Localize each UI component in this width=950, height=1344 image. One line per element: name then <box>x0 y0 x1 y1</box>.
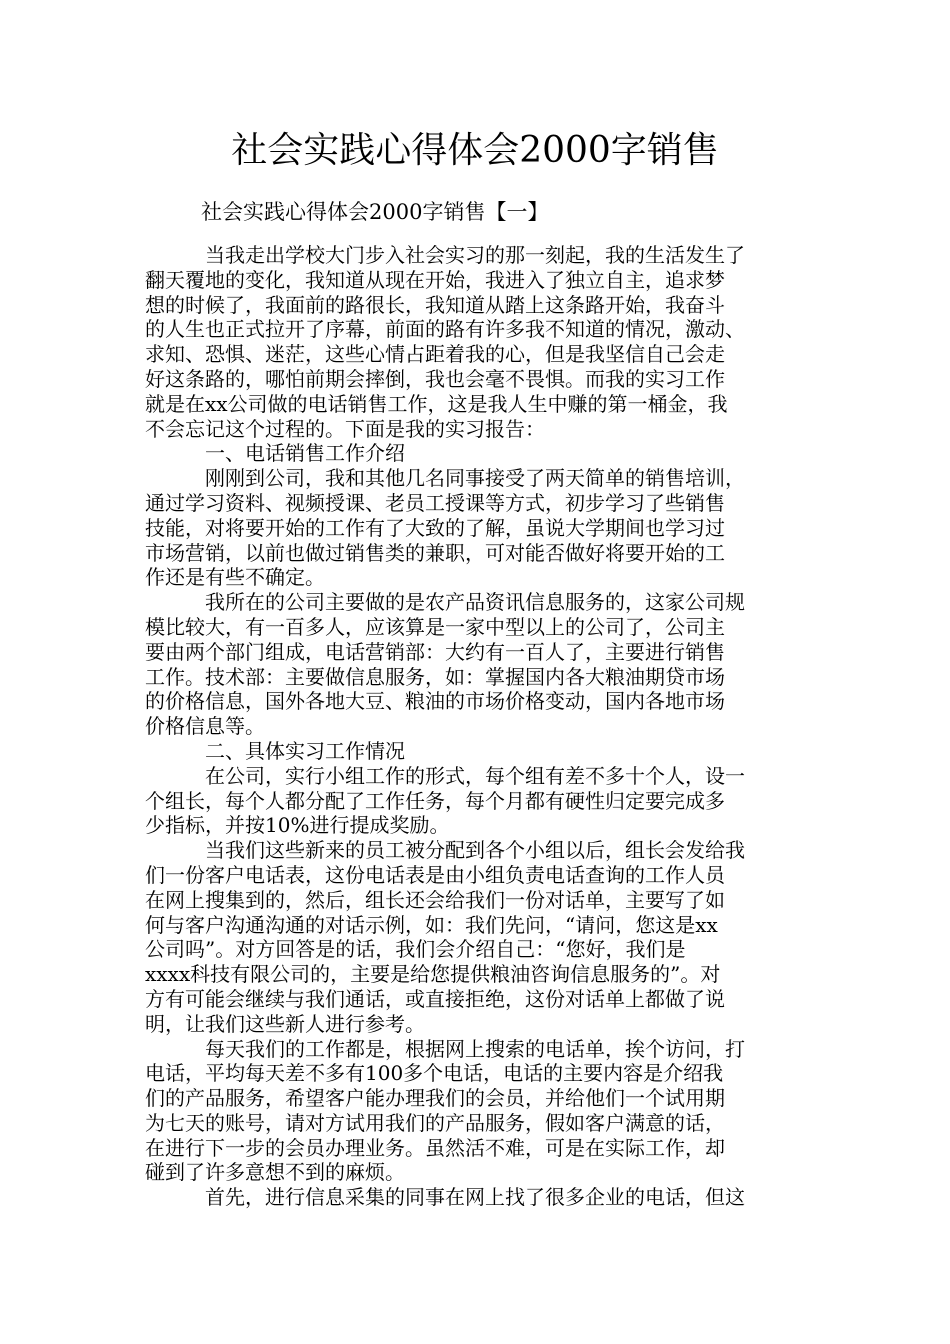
body-line: 的人生也正式拉开了序幕，前面的路有许多我不知道的情况，激动、 <box>145 317 745 342</box>
document-subtitle: 社会实践心得体会2000字销售【一】 <box>201 200 549 224</box>
body-line: 个组长，每个人都分配了工作任务，每个月都有硬性归定要完成多 <box>145 788 725 813</box>
body-line: 们一份客户电话表，这份电话表是由小组负责电话查询的工作人员 <box>145 862 725 887</box>
body-line: 价格信息等。 <box>145 714 265 739</box>
document-body <box>145 243 835 1210</box>
body-line: 方有可能会继续与我们通话，或直接拒绝，这份对话单上都做了说 <box>145 986 725 1011</box>
body-line: 想的时候了，我面前的路很长，我知道从踏上这条路开始，我奋斗 <box>145 292 725 317</box>
body-line: 何与客户沟通沟通的对话示例，如：我们先问，“请问，您这是xx <box>145 912 718 937</box>
body-line: 碰到了许多意想不到的麻烦。 <box>145 1160 405 1185</box>
body-line: 为七天的账号，请对方试用我们的产品服务，假如客户满意的话， <box>145 1110 725 1135</box>
body-line: 作还是有些不确定。 <box>145 565 325 590</box>
body-line: 当我走出学校大门步入社会实习的那一刻起，我的生活发生了 <box>145 243 745 267</box>
body-line: 好这条路的，哪怕前期会摔倒，我也会毫不畏惧。而我的实习工作 <box>145 366 725 391</box>
body-line: 刚刚到公司，我和其他几名同事接受了两天简单的销售培训， <box>145 466 745 491</box>
body-line: 市场营销，以前也做过销售类的兼职，可对能否做好将要开始的工 <box>145 540 725 565</box>
body-line: 通过学习资料、视频授课、老员工授课等方式，初步学习了些销售 <box>145 490 725 515</box>
body-line: 二、具体实习工作情况 <box>145 738 405 763</box>
body-line: 在进行下一步的会员办理业务。虽然活不难，可是在实际工作，却 <box>145 1135 725 1160</box>
body-line: 首先，进行信息采集的同事在网上找了很多企业的电话，但这 <box>145 1185 745 1210</box>
body-line: 我所在的公司主要做的是农产品资讯信息服务的，这家公司规 <box>145 590 745 615</box>
body-line: 的价格信息，国外各地大豆、粮油的市场价格变动，国内各地市场 <box>145 689 725 714</box>
body-line: 就是在xx公司做的电话销售工作，这是我人生中赚的第一桶金，我 <box>145 391 728 416</box>
body-line: 每天我们的工作都是，根据网上搜索的电话单，挨个访问，打 <box>145 1036 745 1061</box>
document-title: 社会实践心得体会2000字销售 <box>231 130 719 171</box>
body-line: 们的产品服务，希望客户能办理我们的会员，并给他们一个试用期 <box>145 1086 725 1111</box>
body-line: 不会忘记这个过程的。下面是我的实习报告： <box>145 416 545 441</box>
body-line: 公司吗”。对方回答是的话，我们会介绍自己：“您好，我们是 <box>145 937 686 962</box>
body-line: 少指标，并按10%进行提成奖励。 <box>145 813 450 838</box>
body-line: xxxx科技有限公司的，主要是给您提供粮油咨询信息服务的”。对 <box>145 962 721 987</box>
body-line: 在网上搜集到的，然后，组长还会给我们一份对话单，主要写了如 <box>145 887 725 912</box>
body-line: 一、电话销售工作介绍 <box>145 441 405 466</box>
body-line: 在公司，实行小组工作的形式，每个组有差不多十个人，设一 <box>145 763 745 788</box>
body-line: 要由两个部门组成，电话营销部：大约有一百人了，主要进行销售 <box>145 639 725 664</box>
body-line: 技能，对将要开始的工作有了大致的了解，虽说大学期间也学习过 <box>145 515 725 540</box>
body-line: 当我们这些新来的员工被分配到各个小组以后，组长会发给我 <box>145 838 745 863</box>
body-line: 工作。技术部：主要做信息服务，如：掌握国内各大粮油期贷市场 <box>145 664 725 689</box>
body-line: 模比较大，有一百多人，应该算是一家中型以上的公司了，公司主 <box>145 614 725 639</box>
body-line: 明，让我们这些新人进行参考。 <box>145 1011 425 1036</box>
body-line: 求知、恐惧、迷茫，这些心情占距着我的心，但是我坚信自己会走 <box>145 342 725 367</box>
body-line: 翻天覆地的变化，我知道从现在开始，我进入了独立自主，追求梦 <box>145 267 725 292</box>
body-line: 电话，平均每天差不多有100多个电话，电话的主要内容是介绍我 <box>145 1061 724 1086</box>
